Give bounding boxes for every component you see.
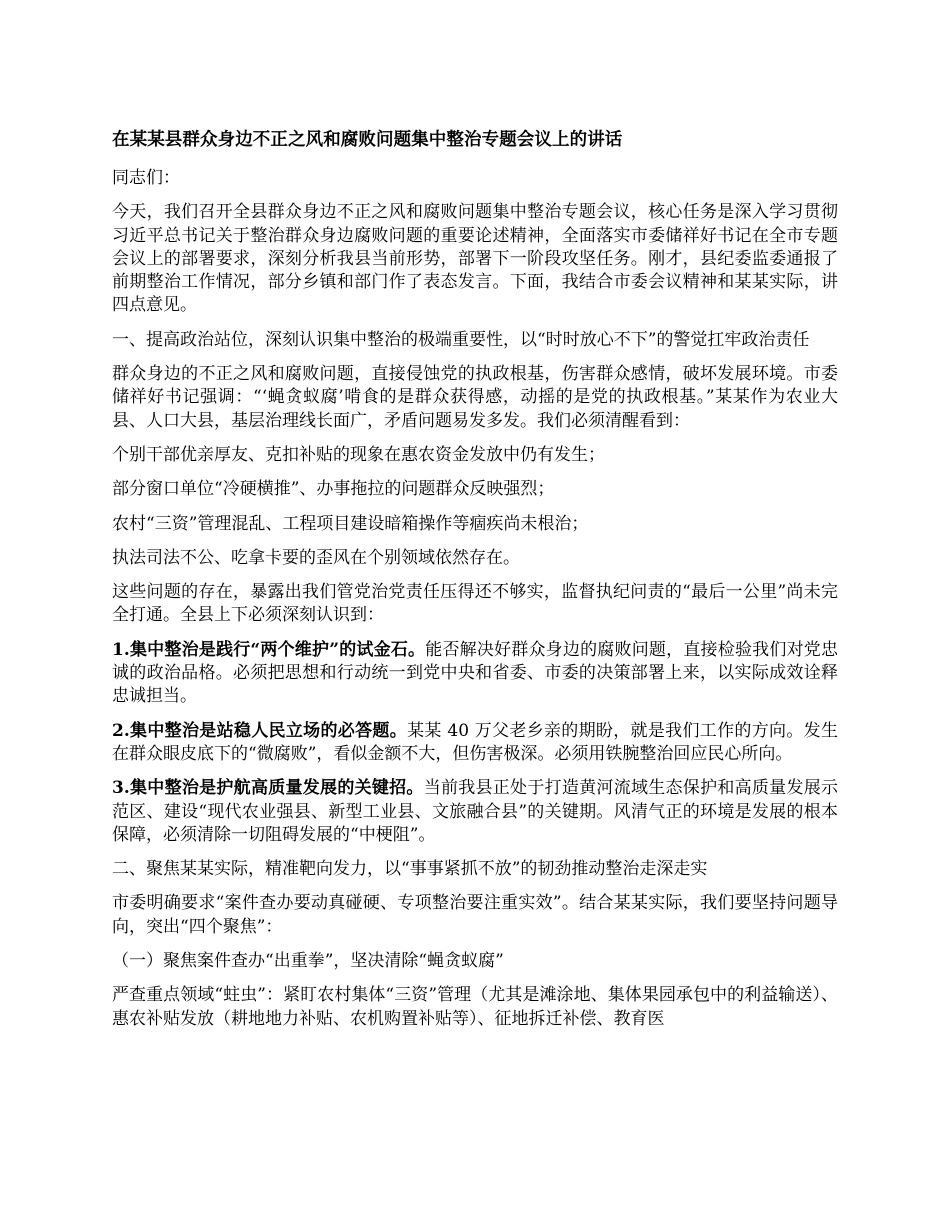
problem-item: 农村“三资”管理混乱、工程项目建设暗箱操作等痼疾尚未根治； xyxy=(112,513,589,534)
document-title: 在某某县群众身边不正之风和腐败问题集中整治专题会议上的讲话 xyxy=(112,130,623,150)
section-one-transition-paragraph: 这些问题的存在，暴露出我们管党治党责任压得还不够实，监督执纪问责的“最后一公里”尚未完全打通。全县上下必须深刻认识到： xyxy=(112,582,838,626)
numbered-point-body: 某某 40 万父老乡亲的期盼，就是我们工作的方向。发生在群众眼皮底下的“微腐败”，看似金额不大，但伤害极深。必须用铁腕整治回应民心所向。 xyxy=(112,720,838,764)
numbered-point-body: 当前我县正处于打造黄河流域生态保护和高质量发展示范区、建设“现代农业强县、新型工业县、文旅融合县”的关键期。风清气正的环境是发展的根本保障，必须清除一切阻碍发展的“中梗阻”。 xyxy=(112,778,838,845)
salutation: 同志们： xyxy=(112,168,180,188)
intro-paragraph: 今天，我们召开全县群众身边不正之风和腐败问题集中整治专题会议，核心任务是深入学习贯彻习近平总书记关于整治群众身边腐败问题的重要论述精神，全面落实市委储祥好书记在全市专题会议上的部署要求，深刻分析我县当前形势，部署下一阶段攻坚任务。刚才，县纪委监委通报了前期整治工作情况，部分乡镇和部门作了表态发言。下面，我结合市委会议精神和某某实际，讲四点意见。 xyxy=(112,202,838,316)
section-one-heading: 一、提高政治站位，深刻认识集中整治的极端重要性，以“时时放心不下”的警觉扛牢政治责任 xyxy=(112,329,810,350)
numbered-point xyxy=(112,639,838,709)
problem-item: 部分窗口单位“冷硬横推”、办事拖拉的问题群众反映强烈； xyxy=(112,479,555,500)
problem-item: 执法司法不公、吃拿卡要的歪风在个别领域依然存在。 xyxy=(112,547,520,568)
document-body xyxy=(112,128,838,1031)
numbered-point xyxy=(112,777,838,847)
numbered-point xyxy=(112,720,838,767)
problem-item: 个别干部优亲厚友、克扣补贴的现象在惠农资金发放中仍有发生； xyxy=(112,444,605,465)
numbered-point-lead: 3.集中整治是护航高质量发展的关键招。 xyxy=(112,778,424,799)
numbered-point-body: 能否解决好群众身边的腐败问题，直接检验我们对党忠诚的政治品格。必须把思想和行动统一到党中央和省委、市委的决策部署上来，以实际成效诠释忠诚担当。 xyxy=(112,639,838,707)
section-one-lead-paragraph: 群众身边的不正之风和腐败问题，直接侵蚀党的执政根基，伤害群众感情，破坏发展环境。市委储祥好书记强调：“‘蝇贪蚁腐’啃食的是群众获得感，动摇的是党的执政根基。”某某作为农业大县、人口大县，基层治理线长面广，矛盾问题易发多发。我们必须清醒看到： xyxy=(112,364,838,431)
section-two-heading: 二、聚焦某某实际，精准靶向发力，以“事事紧抓不放”的韧劲推动整治走深走实 xyxy=(112,859,708,880)
section-two-lead-paragraph: 市委明确要求“案件查办要动真碰硬、专项整治要注重实效”。结合某某实际，我们要坚持问题导向，突出“四个聚焦”： xyxy=(112,893,838,937)
subsection-one-paragraph: 严查重点领域“蛀虫”：紧盯农村集体“三资”管理（尤其是滩涂地、集体果园承包中的利益输送）、惠农补贴发放（耕地地力补贴、农机购置补贴等）、征地拆迁补偿、教育医 xyxy=(112,985,838,1029)
subsection-one-heading: （一）聚焦案件查办“出重拳”，坚决清除“蝇贪蚁腐” xyxy=(112,951,504,972)
numbered-point-lead: 1.集中整治是践行“两个维护”的试金石。 xyxy=(112,639,426,660)
numbered-point-lead: 2.集中整治是站稳人民立场的必答题。 xyxy=(112,720,408,741)
